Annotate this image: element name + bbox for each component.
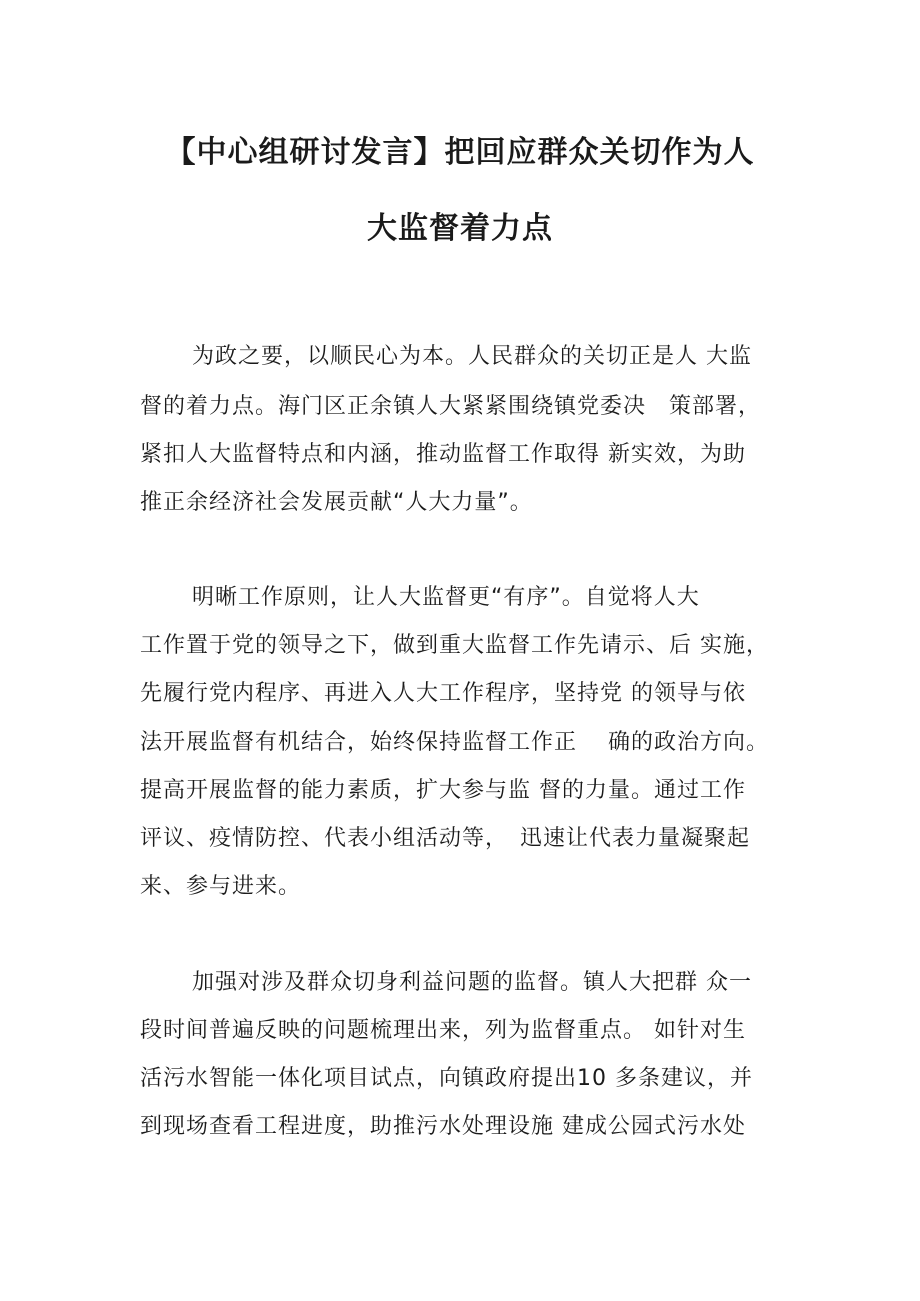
- paragraph-2-line-4: 法开展监督有机结合，始终保持监督工作正 确的政治方向。: [140, 730, 769, 755]
- paragraph-2-line-3: 先履行党内程序、再进入人大工作程序，坚持党 的领导与依: [140, 681, 746, 706]
- paragraph-2-line-6: 评议、疫情防控、代表小组活动等， 迅速让代表力量凝聚起: [140, 826, 751, 851]
- paragraph-3-line-4: 到现场查看工程进度，助推污水处理设施 建成公园式污水处: [140, 1114, 746, 1139]
- paragraph-1-line-1: 为政之要，以顺民心为本。人民群众的关切正是人 大监: [192, 344, 752, 369]
- paragraph-2-line-1: 明晰工作原则，让人大监督更“有序”。自觉将人大: [192, 585, 700, 610]
- paragraph-3-line-1: 加强对涉及群众切身利益问题的监督。镇人大把群 众一: [192, 970, 752, 995]
- paragraph-3-line-2: 段时间普遍反映的问题梳理出来，列为监督重点。 如针对生: [140, 1018, 746, 1043]
- paragraph-3-line-3: 活污水智能一体化项目试点，向镇政府提出10 多条建议，并: [140, 1066, 753, 1091]
- paragraph-1-line-3: 紧扣人大监督特点和内涵，推动监督工作取得 新实效，为助: [140, 442, 746, 467]
- paragraph-2-line-5: 提高开展监督的能力素质，扩大参与监 督的力量。通过工作: [140, 778, 746, 803]
- paragraph-2-line-7: 来、参与进来。: [140, 874, 302, 899]
- document-title-line-2: 大监督着力点: [367, 211, 553, 246]
- document-title-line-1: 【中心组研讨发言】把回应群众关切作为人: [165, 135, 755, 170]
- paragraph-1-line-2: 督的着力点。海门区正余镇人大紧紧围绕镇党委决 策部署，: [140, 394, 762, 419]
- paragraph-1-line-4: 推正余经济社会发展贡献“人大力量”。: [140, 490, 533, 515]
- paragraph-2-line-2: 工作置于党的领导之下，做到重大监督工作先请示、后 实施，: [140, 633, 769, 658]
